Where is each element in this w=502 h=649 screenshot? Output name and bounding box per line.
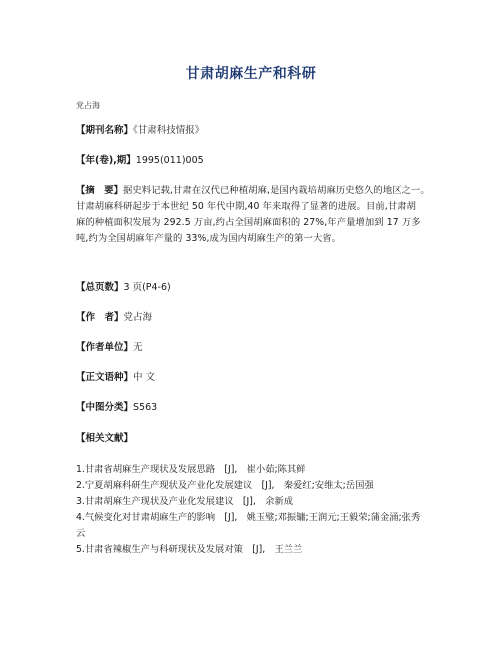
pages-value: 3 页(P4-6) bbox=[123, 282, 171, 293]
language-field bbox=[76, 370, 436, 386]
related-item-3[interactable]: 3.甘肃胡麻生产现状及产业化发展建议 [J], 余新成 bbox=[76, 496, 294, 507]
year-label: 【年(卷),期】 bbox=[76, 155, 136, 166]
author-value: 党占海 bbox=[123, 312, 153, 323]
journal-field bbox=[76, 123, 436, 139]
journal-value: 《甘肃科技情报》 bbox=[133, 125, 205, 136]
language-value: 中 文 bbox=[133, 372, 156, 383]
related-item-2[interactable]: 2.宁夏胡麻科研生产现状及产业化发展建议 [J], 秦爱红;安维太;岳国强 bbox=[76, 480, 374, 491]
abstract-line-3: 麻的种植面积发展为 292.5 万亩,约占全国胡麻面积的 27%,年产量增加到 17 万多 bbox=[76, 217, 421, 228]
document-title: 甘肃胡麻生产和科研 bbox=[185, 66, 317, 82]
abstract-block bbox=[76, 183, 436, 247]
related-item-5[interactable]: 5.甘肃省辣椒生产与科研现状及发展对策 [J], 王兰兰 bbox=[76, 544, 303, 555]
author-field bbox=[76, 310, 436, 326]
abstract-line-2: 甘肃胡麻科研起步于本世纪 50 年代中期,40 年来取得了显著的进展。目前,甘肃胡 bbox=[76, 201, 417, 212]
related-item-4-continued: 云 bbox=[76, 528, 86, 539]
related-list bbox=[76, 462, 436, 558]
pages-label: 【总页数】 bbox=[76, 282, 124, 293]
related-item-4[interactable]: 4.气候变化对甘肃胡麻生产的影响 [J], 姚玉璧;邓振镛;王润元;王毅荣;蒲金涌;张秀 bbox=[76, 512, 421, 523]
journal-label: 【期刊名称】 bbox=[76, 125, 134, 136]
year-field bbox=[76, 153, 436, 169]
affiliation-label: 【作者单位】 bbox=[76, 342, 134, 353]
year-value: 1995(011)005 bbox=[135, 155, 204, 166]
affiliation-field bbox=[76, 340, 436, 356]
affiliation-value: 无 bbox=[133, 342, 143, 353]
classification-field bbox=[76, 400, 436, 416]
classification-value: S563 bbox=[133, 402, 158, 413]
abstract-label: 【摘 要】 bbox=[76, 185, 123, 196]
author-label: 【作 者】 bbox=[76, 312, 124, 323]
pages-field bbox=[76, 280, 436, 296]
related-heading bbox=[76, 431, 436, 447]
language-label: 【正文语种】 bbox=[76, 372, 134, 383]
related-label: 【相关文献】 bbox=[76, 433, 134, 444]
abstract-line-1: 【摘 要】据史料记载,甘肃在汉代已种植胡麻,是国内栽培胡麻历史悠久的地区之一。 bbox=[76, 185, 430, 196]
author-line: 党占海 bbox=[76, 101, 100, 110]
classification-label: 【中图分类】 bbox=[76, 402, 134, 413]
abstract-line-4: 吨,约为全国胡麻年产量的 33%,成为国内胡麻生产的第一大省。 bbox=[76, 233, 342, 244]
related-item-1[interactable]: 1.甘肃省胡麻生产现状及发展思路 [J], 崔小茹;陈其鲜 bbox=[76, 464, 306, 475]
